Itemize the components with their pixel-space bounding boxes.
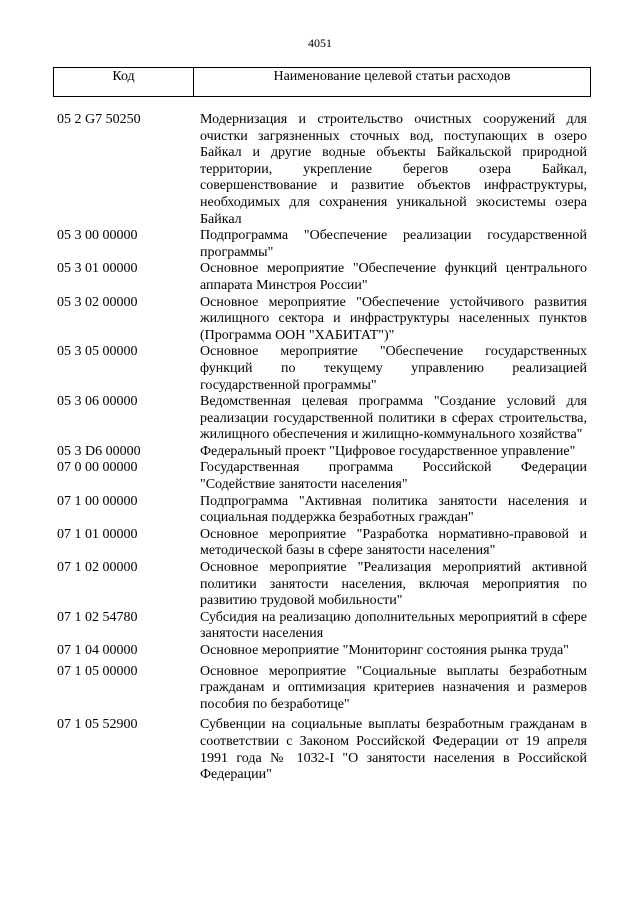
row-name: Федеральный проект "Цифровое государственное управление": [200, 443, 576, 459]
row-name: Субсидия на реализацию дополнительных мероприятий в сфере занятости населения: [200, 609, 587, 642]
row-code: 07 1 00 00000: [57, 493, 138, 509]
header-name: Наименование целевой статьи расходов: [273, 69, 511, 84]
row-name: Основное мероприятие "Обеспечение устойчивого развития жилищного сектора и инфраструктуры населенных пунктов (Программа ООН "ХАБИТАТ")": [200, 294, 587, 343]
row-name: Основное мероприятие "Реализация мероприятий активной политики занятости населения, включая мероприятия по развитию трудовой мобильности": [200, 560, 587, 609]
row-code: 05 2 G7 50250: [57, 112, 141, 127]
page-number: 4051: [308, 36, 332, 50]
row-code: 07 1 01 00000: [57, 526, 138, 542]
row-code: 05 3 06 00000: [57, 394, 138, 410]
row-name: Подпрограмма "Обеспечение реализации государственной программы": [200, 228, 587, 260]
table-row: [53, 261, 587, 294]
table-row: [53, 610, 587, 643]
table-body: [53, 112, 587, 784]
row-name: Основное мероприятие "Разработка нормативно-правовой и методической базы в сфере занятости населения": [200, 526, 587, 559]
row-code: 05 3 00 00000: [57, 228, 138, 244]
row-code: 07 0 00 00000: [57, 460, 138, 476]
row-code: 05 3 D6 00000: [57, 443, 141, 459]
row-name: Подпрограмма "Активная политика занятости населения и социальная поддержка безработных граждан": [200, 493, 587, 526]
table-row: [53, 494, 587, 527]
row-code: 07 1 05 00000: [57, 663, 138, 679]
row-name: Основное мероприятие "Социальные выплаты безработным гражданам и оптимизация критериев назначения и размеров пособия по безработице": [200, 663, 587, 712]
table-row: [53, 112, 587, 228]
row-name: Модернизация и строительство очистных сооружений для очистки загрязненных сточных вод, поступающих в озеро Байкал и другие водные объекты Байкальской природной территории, укрепление берегов озера Байкал, совершенствование и развитие объектов инфраструктуры, необходимых для сохранения уникальной экосистемы озера Байкал: [200, 112, 587, 227]
table-row: [53, 560, 587, 610]
row-name: Основное мероприятие "Обеспечение функций центрального аппарата Минстроя России": [200, 261, 587, 293]
table-row: [53, 344, 587, 394]
table-row: [53, 394, 587, 444]
row-code: 05 3 02 00000: [57, 294, 138, 310]
row-code: 07 1 02 00000: [57, 560, 138, 576]
row-name: Государственная программа Российской Федерации "Содействие занятости населения": [200, 460, 587, 493]
row-code: 05 3 05 00000: [57, 344, 138, 360]
table-row: [53, 460, 587, 493]
table-row: [53, 527, 587, 560]
row-name: Субвенции на социальные выплаты безработным гражданам в соответствии с Законом Российской Федерации от 19 апреля 1991 года № 1032-I "О занятости населения в Российской Федерации": [200, 717, 587, 783]
row-code: 07 1 05 52900: [57, 717, 138, 733]
table-row: [53, 228, 587, 261]
row-code: 07 1 02 54780: [57, 609, 138, 625]
table-row: [53, 643, 587, 660]
table-row: [53, 295, 587, 345]
row-code: 05 3 01 00000: [57, 261, 138, 277]
row-name: Ведомственная целевая программа "Создание условий для реализации государственной политики в сферах строительства, жилищного обеспечения и жилищно-коммунального хозяйства": [200, 394, 587, 443]
table-row: [53, 717, 587, 783]
table-row: [53, 444, 587, 461]
row-code: 07 1 04 00000: [57, 643, 138, 658]
row-name: Основное мероприятие "Обеспечение государственных функций по текущему управлению реализацией государственной программы": [200, 344, 587, 393]
table-row: [53, 664, 587, 714]
row-name: Основное мероприятие "Мониторинг состояния рынка труда": [200, 643, 569, 658]
table-header: [53, 67, 591, 97]
header-code: Код: [54, 68, 194, 96]
